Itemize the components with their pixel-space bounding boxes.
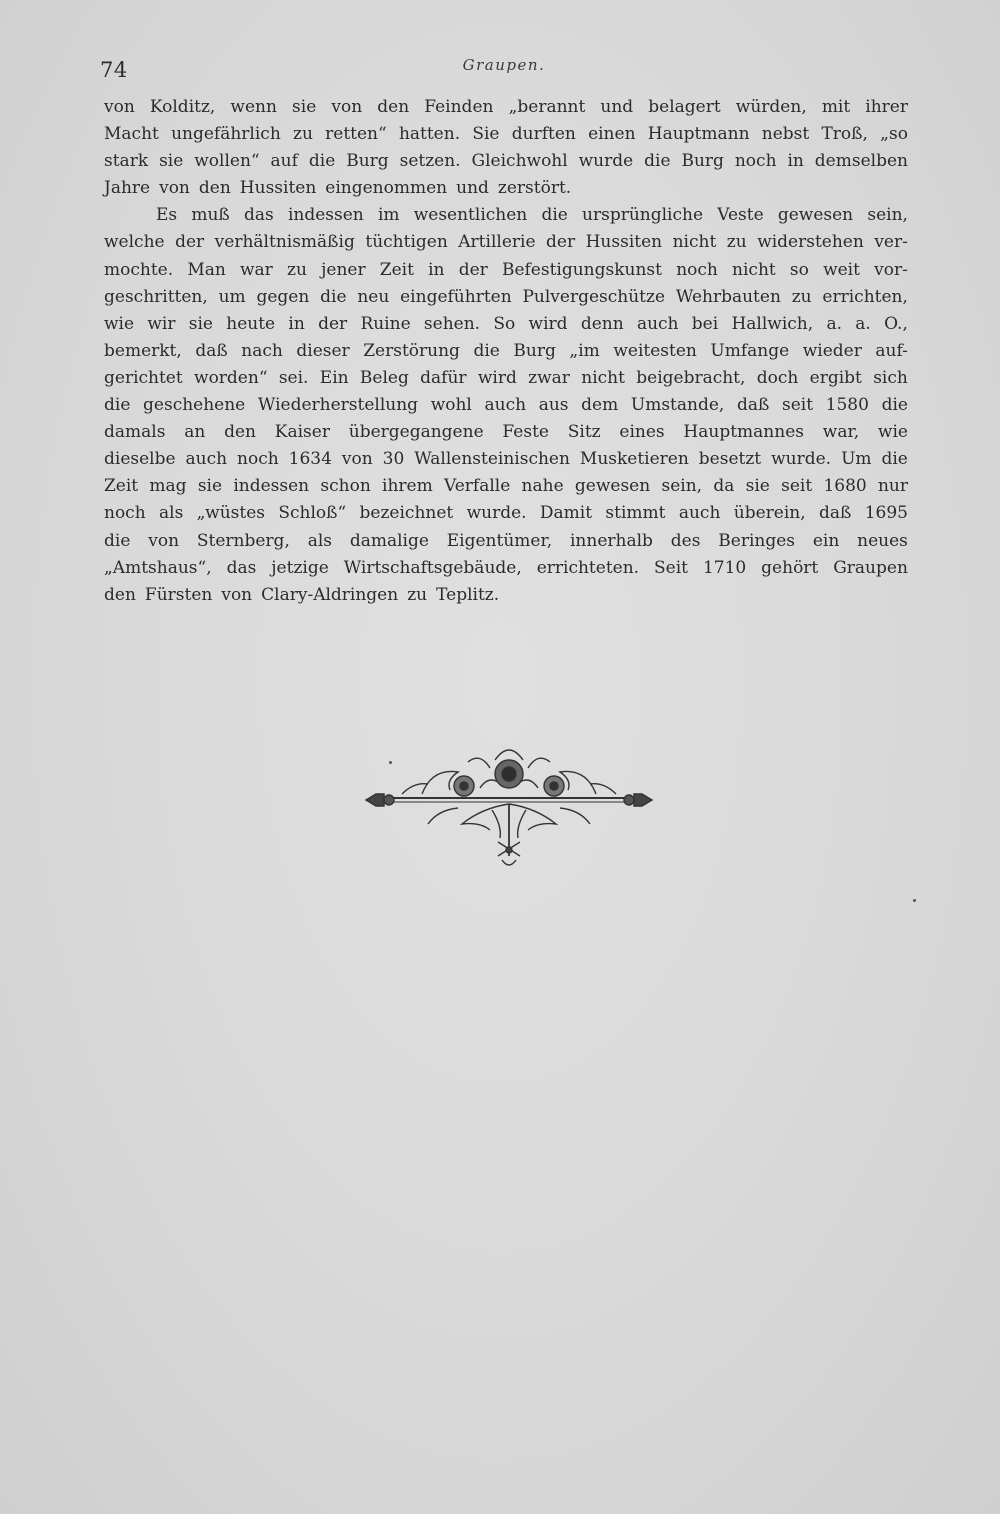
text-line [104,202,908,229]
word: der [175,232,205,253]
text-line [104,473,908,500]
word: Feinden [424,97,494,117]
page-number: 74 [100,58,128,82]
word: und [600,97,634,117]
word: und [456,178,489,199]
word: Musketieren [579,449,689,470]
word: sie [745,476,770,497]
word: von [159,178,190,199]
word: auch [636,313,679,334]
word: zu [287,259,307,280]
word: zu [726,232,747,253]
word: gegen [256,286,310,307]
word: geschehene [143,395,246,416]
running-title: Graupen. [462,56,546,74]
word: Man [187,259,226,280]
word: Sitz [567,422,601,443]
word: dieselbe [104,449,176,470]
word: an [184,422,206,443]
word: Hauptmannes [683,422,804,443]
word: Beringes [718,530,796,551]
word: ursprüngliche [582,205,704,226]
word: beigebracht, [636,367,746,388]
word: sie [292,97,317,117]
word: Seit [654,557,688,578]
word: stimmt [605,503,666,524]
word: gewesen [574,476,651,497]
word: der [318,313,348,334]
word: belagert [648,97,721,117]
word: von [341,449,373,470]
word: „so [880,124,908,145]
word: errichteten. [536,557,640,578]
word: so [789,259,809,280]
word: wieder [802,340,862,361]
word: O., [884,313,908,334]
word: seit [781,395,814,416]
word: geschritten, [104,286,208,307]
word: Ein [319,367,349,388]
word: dieser [296,340,350,361]
word: auch [484,395,527,416]
word: Kaiser [274,422,330,443]
word: wesentlichen [413,205,528,226]
word: das [226,557,257,578]
word: nur [877,476,908,497]
word: noch [237,449,279,470]
word: Hauptmann [647,124,750,145]
word: „Amtshaus“, [104,557,212,578]
text-line [104,338,908,365]
word: retten“ [325,124,387,145]
word: zu [791,286,812,307]
word: sein, [661,476,703,497]
word: dem [581,395,619,416]
paper-speck [913,899,916,902]
word: Umfange [710,340,790,361]
word: in [288,313,305,334]
word: worden“ [194,367,268,388]
word: Clary-Aldringen [261,584,399,605]
word: Jahre [104,178,151,199]
text-line [104,528,908,555]
word: übergegangene [348,422,484,443]
word: seit [781,476,813,497]
word: Graupen [833,557,908,578]
word: Eigentümer, [446,530,553,551]
text-line [104,419,908,446]
word: aus [538,395,569,416]
word: zu [407,584,428,605]
text-line [104,392,908,419]
body-text [104,94,908,609]
word: stark [104,151,149,172]
word: den [104,584,136,605]
word: das [243,205,274,226]
word: um [218,286,246,307]
word: 1634 [288,449,332,470]
word: daß [818,503,852,524]
word: die [881,395,908,416]
word: verhältnismäßig [214,232,355,253]
floral-vignette-icon [362,738,656,878]
word: indessen [287,205,364,226]
word: Hussiten [239,178,317,199]
word: So [493,313,516,334]
word: „im [569,340,600,361]
word: demselben [814,151,908,172]
word: setzen. [399,151,461,172]
word: muß [191,205,230,226]
word: Zeit [104,476,139,497]
word: Wiederherstellung [257,395,419,416]
word: wurde [578,151,634,172]
word: nebst [761,124,810,145]
word: wie [104,313,135,334]
word: Damit [539,503,593,524]
word: war [240,259,273,280]
word: besetzt [698,449,762,470]
word: ungefährlich [171,124,281,145]
word: dafür [420,367,467,388]
word: wohl [430,395,472,416]
word: daß [736,395,770,416]
text-line [104,121,908,148]
word: schon [320,476,371,497]
word: damalige [349,530,429,551]
word: nicht [732,259,776,280]
word: Zerstörung [363,340,460,361]
word: als [307,530,332,551]
word: zu [293,124,313,145]
word: Fürsten [144,584,213,605]
word: noch [104,503,146,524]
word: des [670,530,701,551]
paper-speck [389,761,392,764]
word: hatten. [398,124,461,145]
word: den [224,422,256,443]
word: der [458,259,488,280]
word: neu [357,286,390,307]
word: die [308,151,336,172]
word: den [377,97,410,117]
word: als [159,503,184,524]
text-line [104,311,908,338]
word: tüchtigen [365,232,448,253]
word: indessen [233,476,310,497]
word: Zeit [379,259,414,280]
word: von [221,584,253,605]
word: bezeichnet [359,503,454,524]
word: auf [270,151,298,172]
word: den [198,178,231,199]
word: von [331,97,363,117]
word: bei [691,313,719,334]
word: wurde. [466,503,527,524]
word: denn [580,313,624,334]
word: sie [159,151,184,172]
word: mochte. [104,259,174,280]
word: sei. [278,367,309,388]
word: 30 [382,449,405,470]
word: sie [197,476,223,497]
word: welche [104,232,165,253]
word: Wehrbauten [675,286,781,307]
word: die [320,286,347,307]
word: vor- [874,259,908,280]
word: im [377,205,400,226]
text-line [104,175,908,202]
word: ihrer [865,97,908,117]
word: Gleichwohl [471,151,568,172]
word: Feste [502,422,549,443]
word: weit [823,259,860,280]
word: durften [511,124,576,145]
word: gehört [761,557,819,578]
text-line [104,555,908,582]
word: zerstört. [497,178,572,199]
word: die [473,340,500,361]
word: Umstande, [630,395,725,416]
word: noch [676,259,718,280]
word: die [881,449,908,470]
word: nicht [581,367,625,388]
word: eingenommen [325,178,448,199]
word: mag [149,476,187,497]
word: widerstehen [757,232,864,253]
word: Wirtschaftsgebäude, [343,557,522,578]
word: damals [104,422,166,443]
word: bemerkt, [104,340,182,361]
word: wurde. [771,449,832,470]
word: Hallwich, [731,313,814,334]
word: die [104,395,131,416]
word: Wallensteinischen [414,449,570,470]
text-line [104,284,908,311]
word: wird [528,313,568,334]
word: sehen. [423,313,481,334]
word: sie [188,313,213,334]
word: überein, [733,503,806,524]
word: Pulvergeschütze [522,286,666,307]
word: Es [156,205,178,226]
text-line [104,582,908,609]
text-line [104,229,908,256]
word: Beleg [359,367,409,388]
word: 1710 [702,557,747,578]
word: in [428,259,445,280]
text-line [104,148,908,175]
word: gewesen [777,205,854,226]
word: Ruine [360,313,411,334]
word: zwar [528,367,570,388]
word: Sie [472,124,500,145]
text-line [104,365,908,392]
word: mit [821,97,851,117]
word: Um [841,449,872,470]
word: Sternberg, [196,530,290,551]
word: nahe [521,476,564,497]
word: war, [822,422,860,443]
word: wird [477,367,517,388]
text-line [104,94,908,121]
word: Hussiten [585,232,663,253]
word: in [787,151,804,172]
word: 1680 [823,476,867,497]
word: wenn [230,97,277,117]
word: eingeführten [400,286,512,307]
word: Troß, [821,124,868,145]
word: ver- [874,232,908,253]
text-line [104,257,908,284]
word: „wüstes [196,503,265,524]
word: jetzige [271,557,329,578]
word: Verfalle [444,476,511,497]
word: von [104,97,135,117]
word: neues [857,530,908,551]
word: von [148,530,180,551]
word: ein [812,530,840,551]
word: die [104,530,131,551]
word: einen [588,124,636,145]
text-line [104,500,908,527]
word: Artillerie [458,232,536,253]
word: innerhalb [569,530,653,551]
word: doch [756,367,799,388]
word: a. [855,313,871,334]
word: ergibt [809,367,862,388]
word: weitesten [613,340,697,361]
word: auch [185,449,228,470]
word: da [713,476,735,497]
word: „berannt [508,97,586,117]
word: 1695 [864,503,908,524]
word: sich [873,367,908,388]
word: Kolditz, [149,97,216,117]
word: Teplitz. [436,584,500,605]
word: Burg [346,151,389,172]
word: die [644,151,671,172]
word: der [546,232,576,253]
word: noch [734,151,777,172]
word: wie [877,422,908,443]
word: wollen“ [194,151,260,172]
word: gerichtet [104,367,183,388]
word: sein, [867,205,908,226]
word: a. [826,313,842,334]
word: auf- [875,340,908,361]
word: Schloß“ [278,503,347,524]
word: Macht [104,124,159,145]
word: Burg [513,340,556,361]
word: nicht [672,232,717,253]
word: wir [147,313,176,334]
word: Burg [681,151,724,172]
word: die [541,205,568,226]
word: nach [241,340,283,361]
word: daß [195,340,228,361]
word: Veste [717,205,764,226]
word: auch [678,503,721,524]
word: heute [226,313,276,334]
word: Befestigungskunst [501,259,662,280]
word: würden, [735,97,807,117]
word: 1580 [825,395,869,416]
word: errichten, [822,286,908,307]
word: ihrem [382,476,433,497]
word: jener [321,259,366,280]
text-line [104,446,908,473]
word: eines [619,422,665,443]
